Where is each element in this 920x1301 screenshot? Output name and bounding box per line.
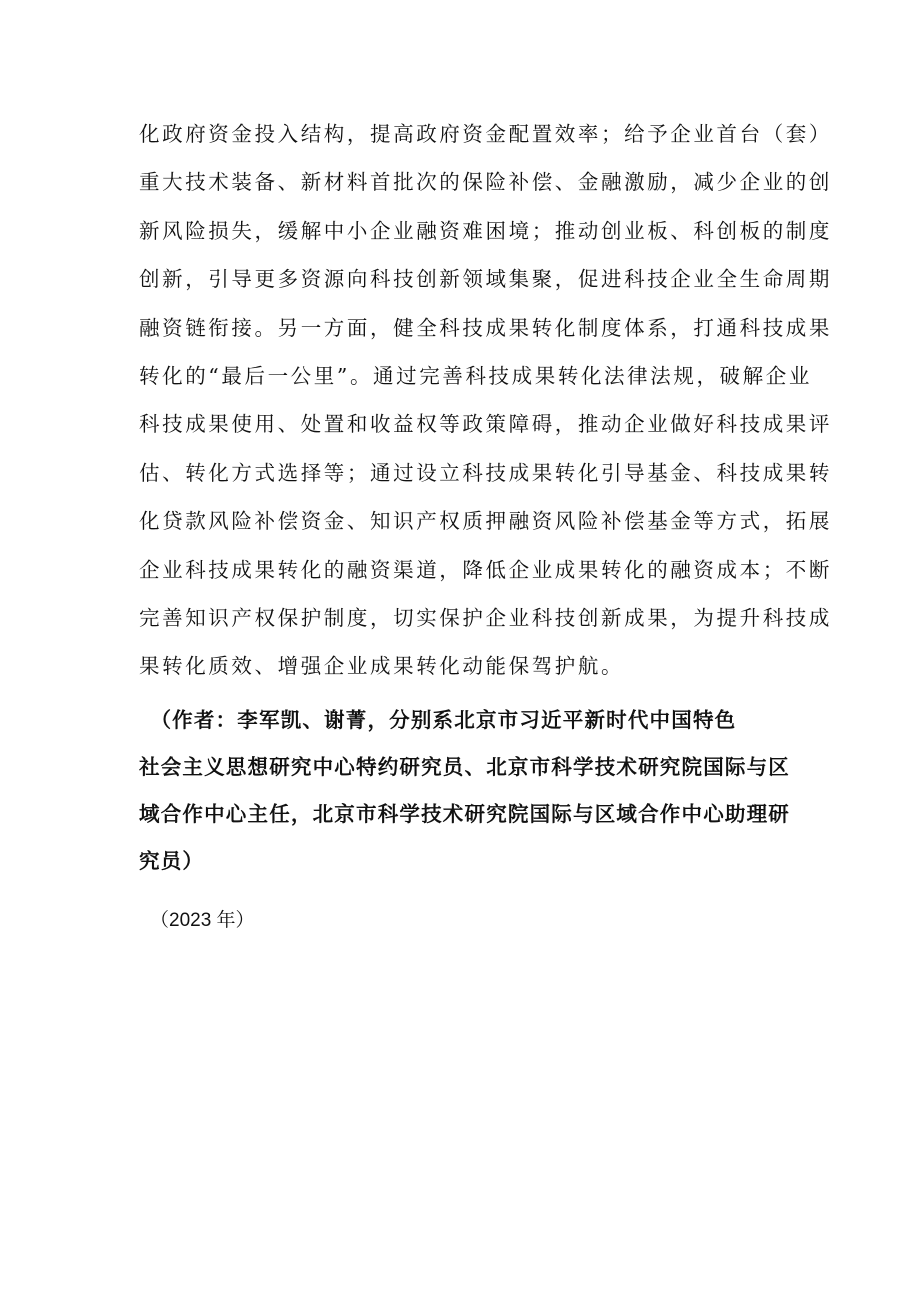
- body-line: 完善知识产权保护制度，切实保护企业科技创新成果，为提升科技成: [139, 606, 832, 631]
- author-line: 究员）: [139, 849, 205, 873]
- author-note: [139, 697, 799, 885]
- body-line: 重大技术装备、新材料首批次的保险补偿、金融激励，减少企业的创: [139, 170, 832, 195]
- body-line: 科技成果使用、处置和收益权等政策障碍，推动企业做好科技成果评: [139, 412, 832, 437]
- body-line: 估、转化方式选择等；通过设立科技成果转化引导基金、科技成果转: [139, 460, 832, 485]
- body-line: 化贷款风险补偿资金、知识产权质押融资风险补偿基金等方式，拓展: [139, 509, 832, 534]
- body-line: 创新，引导更多资源向科技创新领域集聚，促进科技企业全生命周期: [139, 267, 832, 292]
- author-line: （作者：李军凯、谢菁，分别系北京市习近平新时代中国特色: [139, 708, 737, 732]
- body-paragraph: [139, 110, 832, 691]
- body-line: 果转化质效、增强企业成果转化动能保驾护航。: [139, 654, 625, 679]
- body-line: 化政府资金投入结构，提高政府资金配置效率；给予企业首台（套）: [139, 122, 832, 146]
- author-line: 域合作中心主任，北京市科学技术研究院国际与区域合作中心助理研: [139, 802, 790, 826]
- publication-year: （2023 年）: [150, 910, 255, 931]
- body-line: 转化的“最后一公里”。通过完善科技成果转化法律法规，破解企业: [139, 364, 812, 389]
- body-line: 新风险损失，缓解中小企业融资难困境；推动创业板、科创板的制度: [139, 218, 832, 243]
- body-line: 企业科技成果转化的融资渠道，降低企业成果转化的融资成本；不断: [139, 557, 832, 582]
- author-line: 社会主义思想研究中心特约研究员、北京市科学技术研究院国际与区: [139, 755, 790, 779]
- body-line: 融资链衔接。另一方面，健全科技成果转化制度体系，打通科技成果: [139, 315, 832, 340]
